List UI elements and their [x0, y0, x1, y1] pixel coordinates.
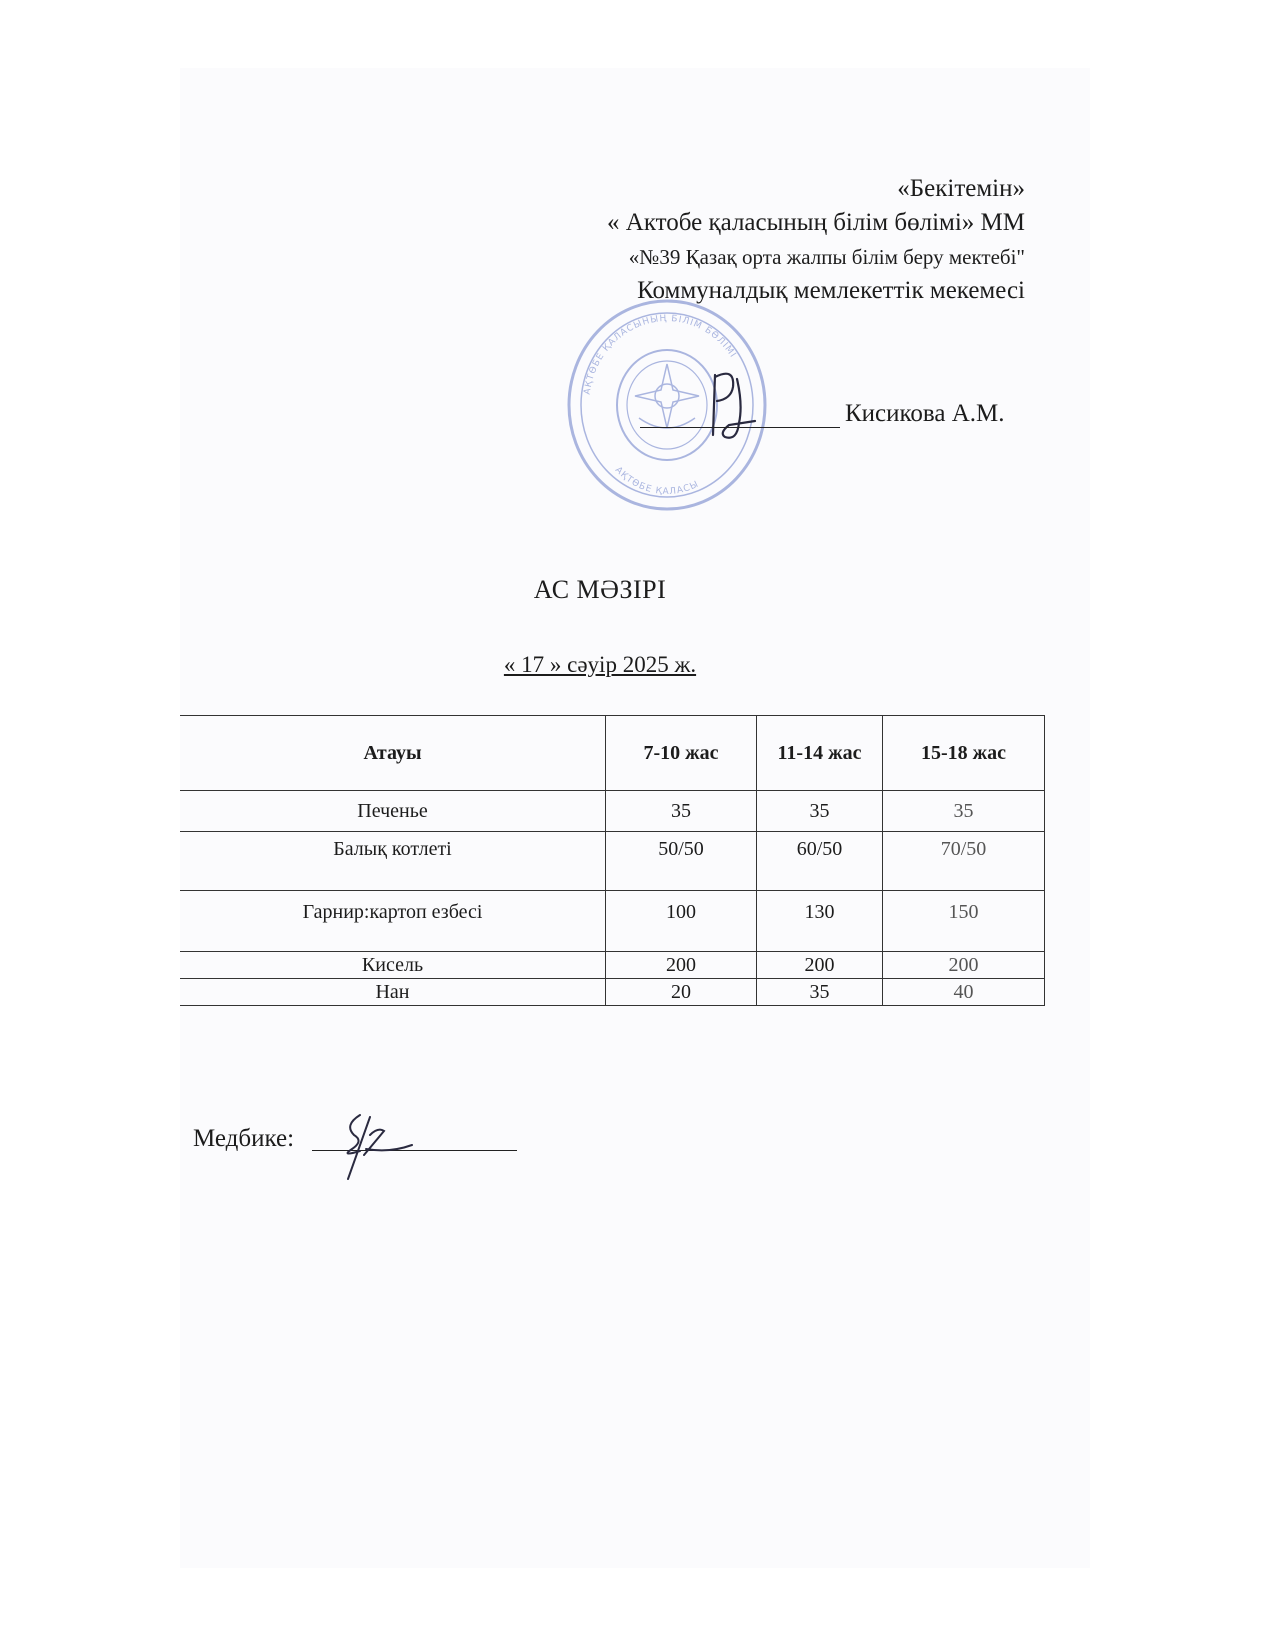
menu-table	[180, 715, 1045, 1006]
approval-institution-type: Коммуналдық мемлекеттік мекемесі	[637, 277, 1025, 304]
approval-school: «№39 Қазақ орта жалпы білім беру мектебі"	[628, 245, 1025, 269]
cell-value: 35	[757, 979, 883, 1006]
cell-value: 50/50	[606, 832, 757, 891]
cell-value: 130	[757, 891, 883, 952]
nurse-signature	[330, 1105, 415, 1185]
cell-value: 200	[883, 952, 1045, 979]
signatory-name: Кисикова А.М.	[845, 400, 1005, 427]
svg-text:АҚТӨБЕ ҚАЛАСЫ	[613, 465, 701, 497]
header-age-11-14: 11-14 жас	[757, 716, 883, 791]
table-header-row	[180, 716, 1045, 791]
cell-value: 70/50	[883, 832, 1045, 891]
table-row	[180, 891, 1045, 952]
cell-value: 35	[606, 791, 757, 832]
cell-value: 35	[757, 791, 883, 832]
seal-text-bottom: АҚТӨБЕ ҚАЛАСЫ	[612, 465, 701, 498]
cell-value: 40	[883, 979, 1045, 1006]
director-signature-line	[640, 392, 1025, 432]
document-title: АС МӘЗІРІ	[533, 575, 667, 604]
cell-name: Нан	[180, 979, 606, 1006]
seal-text-top: АҚТӨБЕ ҚАЛАСЫНЫҢ БІЛІМ БӨЛІМІ	[582, 313, 738, 396]
approval-block	[607, 172, 1025, 308]
nurse-label: Медбике:	[193, 1125, 295, 1152]
cell-name: Печенье	[180, 791, 606, 832]
table-row	[180, 979, 1045, 1006]
cell-value: 200	[606, 952, 757, 979]
cell-name: Кисель	[180, 952, 606, 979]
table-row	[180, 952, 1045, 979]
approval-department: « Актобе қаласының білім бөлімі» ММ	[607, 209, 1025, 236]
cell-value: 35	[883, 791, 1045, 832]
table-row	[180, 791, 1045, 832]
header-age-15-18: 15-18 жас	[883, 716, 1045, 791]
document-date: « 17 » сәуір 2025 ж.	[503, 652, 697, 677]
approval-title: «Бекітемін»	[897, 175, 1025, 202]
cell-value: 200	[757, 952, 883, 979]
cell-value: 60/50	[757, 832, 883, 891]
cell-value: 150	[883, 891, 1045, 952]
signature-rule	[640, 427, 840, 428]
cell-name: Гарнир:картоп езбесі	[180, 891, 606, 952]
cell-name: Балық котлеті	[180, 832, 606, 891]
cell-value: 20	[606, 979, 757, 1006]
header-age-7-10: 7-10 жас	[606, 716, 757, 791]
header-name: Атауы	[180, 716, 606, 791]
table-row	[180, 832, 1045, 891]
cell-value: 100	[606, 891, 757, 952]
